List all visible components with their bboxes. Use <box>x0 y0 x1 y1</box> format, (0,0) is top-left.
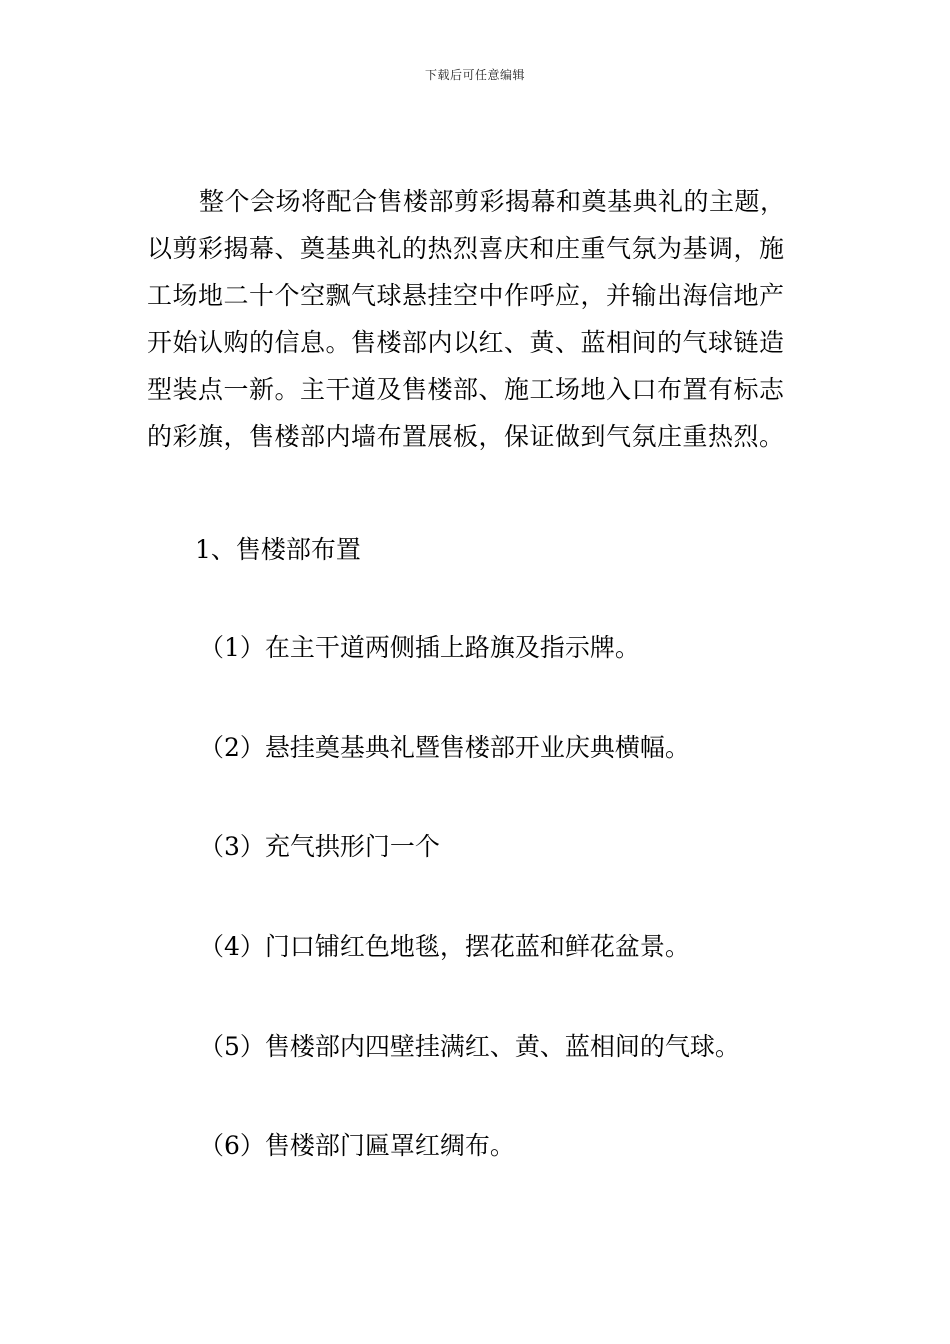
section-heading: 1、售楼部布置 <box>195 535 361 564</box>
list-item: （4）门口铺红色地毯，摆花蓝和鲜花盆景。 <box>199 932 690 961</box>
intro-line: 型装点一新。主干道及售楼部、施工场地入口布置有标志 <box>147 375 785 404</box>
intro-line: 工场地二十个空飘气球悬挂空中作呼应，并输出海信地产 <box>147 281 785 310</box>
list-item: （2）悬挂奠基典礼暨售楼部开业庆典横幅。 <box>199 733 690 762</box>
intro-line: 以剪彩揭幕、奠基典礼的热烈喜庆和庄重气氛为基调，施 <box>147 234 785 263</box>
intro-line: 开始认购的信息。售楼部内以红、黄、蓝相间的气球链造 <box>147 328 785 357</box>
intro-line: 整个会场将配合售楼部剪彩揭幕和奠基典礼的主题， <box>199 187 786 216</box>
intro-paragraph <box>147 178 817 460</box>
page-header: 下载后可任意编辑 <box>424 68 525 82</box>
list-item: （5）售楼部内四壁挂满红、黄、蓝相间的气球。 <box>199 1032 740 1061</box>
list-item: （6）售楼部门匾罩红绸布。 <box>199 1131 515 1160</box>
list-item: （1）在主干道两侧插上路旗及指示牌。 <box>199 633 640 662</box>
intro-line: 的彩旗，售楼部内墙布置展板，保证做到气氛庄重热烈。 <box>147 422 785 451</box>
list-item: （3）充气拱形门一个 <box>199 832 440 861</box>
